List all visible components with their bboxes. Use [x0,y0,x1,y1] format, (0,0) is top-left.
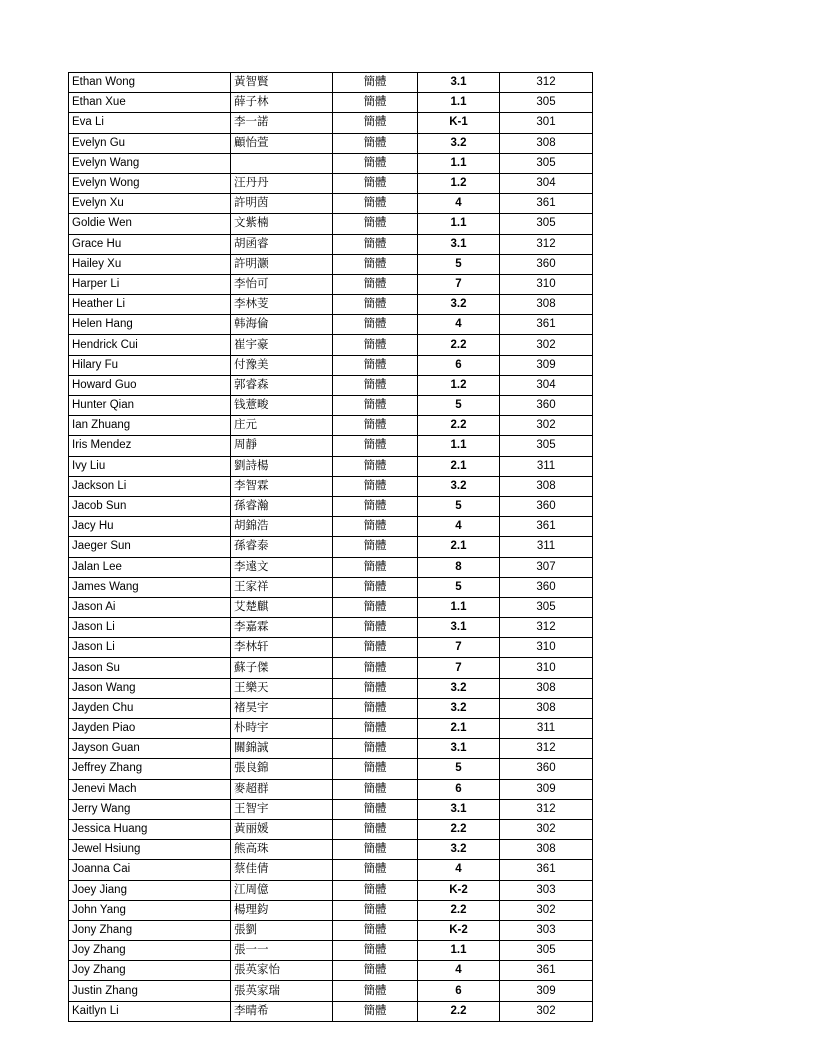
table-row [69,153,593,173]
cell-grade: 1.1 [418,214,500,234]
cell-room: 310 [500,638,593,658]
cell-chinese-name: 胡錦浩 [231,517,333,537]
cell-grade: 2.1 [418,537,500,557]
table-row [69,315,593,335]
cell-english-name: Hunter Qian [69,396,231,416]
cell-english-name: Justin Zhang [69,981,231,1001]
cell-script: 簡體 [333,840,418,860]
cell-chinese-name: 朴時宇 [231,719,333,739]
cell-script: 簡體 [333,375,418,395]
cell-english-name: Jayson Guan [69,739,231,759]
cell-english-name: Eva Li [69,113,231,133]
cell-room: 305 [500,436,593,456]
cell-chinese-name: 韩海倫 [231,315,333,335]
cell-room: 360 [500,496,593,516]
cell-english-name: Jacy Hu [69,517,231,537]
cell-chinese-name: 張劉 [231,920,333,940]
cell-script: 簡體 [333,961,418,981]
cell-grade: 5 [418,496,500,516]
cell-chinese-name: 郭睿森 [231,375,333,395]
cell-english-name: Joanna Cai [69,860,231,880]
roster-table-body [69,73,593,1022]
cell-chinese-name: 關錦誠 [231,739,333,759]
table-row [69,436,593,456]
table-row [69,799,593,819]
cell-grade: 1.2 [418,173,500,193]
cell-script: 簡體 [333,981,418,1001]
cell-grade: 6 [418,981,500,1001]
table-row [69,678,593,698]
cell-english-name: Hilary Fu [69,355,231,375]
cell-english-name: Jenevi Mach [69,779,231,799]
cell-room: 360 [500,759,593,779]
cell-chinese-name: 王智宇 [231,799,333,819]
cell-chinese-name: 張英家怡 [231,961,333,981]
cell-english-name: Jewel Hsiung [69,840,231,860]
cell-room: 308 [500,678,593,698]
cell-room: 309 [500,355,593,375]
table-row [69,900,593,920]
cell-room: 361 [500,315,593,335]
cell-room: 360 [500,396,593,416]
cell-grade: 2.2 [418,1001,500,1021]
cell-grade: 3.1 [418,799,500,819]
table-row [69,739,593,759]
cell-chinese-name: 許明茵 [231,194,333,214]
cell-script: 簡體 [333,638,418,658]
cell-grade: 3.1 [418,73,500,93]
cell-script: 簡體 [333,517,418,537]
cell-chinese-name: 楊理鈞 [231,900,333,920]
cell-english-name: Jason Su [69,658,231,678]
cell-script: 簡體 [333,698,418,718]
table-row [69,173,593,193]
cell-grade: 2.2 [418,900,500,920]
cell-room: 302 [500,819,593,839]
cell-chinese-name: 張良錦 [231,759,333,779]
table-row [69,476,593,496]
cell-english-name: Iris Mendez [69,436,231,456]
cell-chinese-name: 付豫美 [231,355,333,375]
cell-grade: K-1 [418,113,500,133]
table-row [69,557,593,577]
cell-english-name: Ian Zhuang [69,416,231,436]
cell-room: 312 [500,739,593,759]
table-row [69,638,593,658]
table-row [69,335,593,355]
cell-room: 309 [500,779,593,799]
cell-room: 311 [500,719,593,739]
cell-room: 308 [500,476,593,496]
cell-english-name: Joey Jiang [69,880,231,900]
cell-room: 310 [500,658,593,678]
cell-chinese-name: 孫睿泰 [231,537,333,557]
cell-chinese-name: 钱薏畯 [231,396,333,416]
cell-chinese-name: 李林轩 [231,638,333,658]
cell-script: 簡體 [333,396,418,416]
cell-script: 簡體 [333,173,418,193]
cell-chinese-name: 顧怡萱 [231,133,333,153]
table-row [69,194,593,214]
cell-chinese-name: 李智霖 [231,476,333,496]
table-row [69,73,593,93]
cell-script: 簡體 [333,456,418,476]
cell-script: 簡體 [333,779,418,799]
cell-chinese-name: 汪丹丹 [231,173,333,193]
cell-chinese-name: 張英家瑞 [231,981,333,1001]
table-row [69,618,593,638]
cell-script: 簡體 [333,476,418,496]
cell-script: 簡體 [333,416,418,436]
cell-english-name: Hailey Xu [69,254,231,274]
cell-english-name: Harper Li [69,274,231,294]
table-row [69,981,593,1001]
cell-script: 簡體 [333,274,418,294]
cell-chinese-name: 李晴希 [231,1001,333,1021]
cell-chinese-name: 王家祥 [231,577,333,597]
cell-grade: K-2 [418,880,500,900]
table-row [69,880,593,900]
cell-english-name: Evelyn Wong [69,173,231,193]
cell-english-name: Jason Wang [69,678,231,698]
cell-script: 簡體 [333,819,418,839]
cell-room: 309 [500,981,593,1001]
cell-chinese-name: 胡函睿 [231,234,333,254]
cell-grade: 2.2 [418,416,500,436]
cell-room: 302 [500,416,593,436]
cell-room: 310 [500,274,593,294]
cell-english-name: Jayden Chu [69,698,231,718]
cell-room: 311 [500,456,593,476]
cell-chinese-name: 黃智賢 [231,73,333,93]
cell-script: 簡體 [333,254,418,274]
cell-grade: 2.1 [418,719,500,739]
cell-chinese-name: 孫睿瀚 [231,496,333,516]
cell-grade: 3.2 [418,698,500,718]
table-row [69,840,593,860]
table-row [69,961,593,981]
cell-room: 312 [500,618,593,638]
cell-english-name: Goldie Wen [69,214,231,234]
cell-grade: 4 [418,194,500,214]
cell-grade: 5 [418,396,500,416]
cell-script: 簡體 [333,315,418,335]
table-row [69,941,593,961]
cell-grade: 3.1 [418,234,500,254]
cell-room: 360 [500,577,593,597]
table-row [69,1001,593,1021]
cell-english-name: Kaitlyn Li [69,1001,231,1021]
roster-table-container [68,72,557,1022]
cell-grade: 5 [418,759,500,779]
cell-grade: 3.2 [418,678,500,698]
cell-chinese-name: 周靜 [231,436,333,456]
cell-room: 360 [500,254,593,274]
cell-chinese-name: 李嘉霖 [231,618,333,638]
cell-script: 簡體 [333,537,418,557]
cell-english-name: Ethan Xue [69,93,231,113]
cell-grade: 7 [418,638,500,658]
table-row [69,496,593,516]
cell-chinese-name [231,153,333,173]
cell-grade: 6 [418,355,500,375]
cell-english-name: Jessica Huang [69,819,231,839]
table-row [69,234,593,254]
cell-room: 304 [500,173,593,193]
cell-room: 312 [500,234,593,254]
cell-grade: 6 [418,779,500,799]
cell-english-name: Heather Li [69,295,231,315]
cell-english-name: Jony Zhang [69,920,231,940]
cell-chinese-name: 許明灏 [231,254,333,274]
cell-script: 簡體 [333,355,418,375]
cell-script: 簡體 [333,577,418,597]
cell-chinese-name: 崔宇豪 [231,335,333,355]
cell-script: 簡體 [333,597,418,617]
cell-room: 305 [500,153,593,173]
cell-room: 305 [500,93,593,113]
cell-script: 簡體 [333,133,418,153]
cell-chinese-name: 艾楚麒 [231,597,333,617]
table-row [69,113,593,133]
cell-script: 簡體 [333,496,418,516]
cell-room: 305 [500,941,593,961]
cell-room: 301 [500,113,593,133]
table-row [69,860,593,880]
cell-english-name: Joy Zhang [69,961,231,981]
cell-room: 303 [500,920,593,940]
cell-grade: 4 [418,315,500,335]
cell-english-name: Jason Ai [69,597,231,617]
table-row [69,416,593,436]
cell-grade: 3.2 [418,133,500,153]
cell-grade: 1.1 [418,93,500,113]
cell-room: 308 [500,295,593,315]
cell-grade: 1.1 [418,597,500,617]
cell-script: 簡體 [333,234,418,254]
cell-room: 303 [500,880,593,900]
table-row [69,920,593,940]
table-row [69,658,593,678]
cell-script: 簡體 [333,678,418,698]
cell-chinese-name: 褚昊宇 [231,698,333,718]
student-roster-table [68,72,593,1022]
cell-chinese-name: 李林芰 [231,295,333,315]
cell-script: 簡體 [333,557,418,577]
table-row [69,577,593,597]
cell-room: 302 [500,1001,593,1021]
cell-room: 361 [500,517,593,537]
cell-chinese-name: 蘇子傑 [231,658,333,678]
cell-grade: 7 [418,274,500,294]
table-row [69,597,593,617]
cell-english-name: John Yang [69,900,231,920]
cell-english-name: Jackson Li [69,476,231,496]
cell-grade: 3.2 [418,840,500,860]
cell-english-name: James Wang [69,577,231,597]
cell-script: 簡體 [333,719,418,739]
cell-chinese-name: 王樂天 [231,678,333,698]
cell-script: 簡體 [333,618,418,638]
cell-room: 302 [500,335,593,355]
cell-grade: 4 [418,517,500,537]
cell-script: 簡體 [333,920,418,940]
cell-script: 簡體 [333,73,418,93]
cell-room: 361 [500,860,593,880]
cell-grade: 5 [418,254,500,274]
cell-english-name: Grace Hu [69,234,231,254]
cell-room: 302 [500,900,593,920]
cell-script: 簡體 [333,1001,418,1021]
cell-chinese-name: 薛子林 [231,93,333,113]
table-row [69,355,593,375]
cell-room: 305 [500,214,593,234]
cell-room: 311 [500,537,593,557]
table-row [69,779,593,799]
table-row [69,214,593,234]
table-row [69,537,593,557]
cell-chinese-name: 蔡佳倩 [231,860,333,880]
cell-grade: K-2 [418,920,500,940]
cell-chinese-name: 熊高珠 [231,840,333,860]
table-row [69,375,593,395]
table-row [69,396,593,416]
cell-script: 簡體 [333,335,418,355]
cell-script: 簡體 [333,658,418,678]
cell-chinese-name: 劉詩楊 [231,456,333,476]
cell-grade: 4 [418,860,500,880]
cell-grade: 2.1 [418,456,500,476]
cell-chinese-name: 黃丽媛 [231,819,333,839]
cell-room: 308 [500,698,593,718]
cell-chinese-name: 李一諾 [231,113,333,133]
cell-room: 308 [500,840,593,860]
cell-grade: 2.2 [418,819,500,839]
cell-grade: 5 [418,577,500,597]
cell-grade: 1.2 [418,375,500,395]
table-row [69,698,593,718]
cell-room: 307 [500,557,593,577]
cell-script: 簡體 [333,880,418,900]
cell-grade: 8 [418,557,500,577]
table-row [69,254,593,274]
cell-grade: 1.1 [418,153,500,173]
cell-script: 簡體 [333,759,418,779]
table-row [69,456,593,476]
cell-script: 簡體 [333,860,418,880]
table-row [69,295,593,315]
cell-script: 簡體 [333,153,418,173]
cell-grade: 3.1 [418,618,500,638]
table-row [69,133,593,153]
cell-chinese-name: 李遠文 [231,557,333,577]
cell-english-name: Howard Guo [69,375,231,395]
cell-chinese-name: 文紫楠 [231,214,333,234]
cell-script: 簡體 [333,113,418,133]
cell-room: 361 [500,961,593,981]
cell-room: 361 [500,194,593,214]
cell-room: 304 [500,375,593,395]
cell-script: 簡體 [333,799,418,819]
cell-english-name: Evelyn Gu [69,133,231,153]
cell-english-name: Jeffrey Zhang [69,759,231,779]
cell-english-name: Joy Zhang [69,941,231,961]
cell-grade: 2.2 [418,335,500,355]
cell-room: 312 [500,73,593,93]
cell-script: 簡體 [333,93,418,113]
cell-chinese-name: 庄元 [231,416,333,436]
cell-english-name: Jayden Piao [69,719,231,739]
cell-script: 簡體 [333,739,418,759]
cell-chinese-name: 張一一 [231,941,333,961]
cell-english-name: Jason Li [69,618,231,638]
cell-grade: 1.1 [418,941,500,961]
cell-english-name: Ivy Liu [69,456,231,476]
cell-english-name: Ethan Wong [69,73,231,93]
table-row [69,517,593,537]
cell-english-name: Jason Li [69,638,231,658]
cell-script: 簡體 [333,436,418,456]
cell-chinese-name: 麥超群 [231,779,333,799]
table-row [69,759,593,779]
cell-script: 簡體 [333,941,418,961]
cell-grade: 3.1 [418,739,500,759]
cell-grade: 3.2 [418,295,500,315]
cell-english-name: Jaeger Sun [69,537,231,557]
table-row [69,274,593,294]
cell-grade: 7 [418,658,500,678]
table-row [69,93,593,113]
cell-grade: 4 [418,961,500,981]
cell-english-name: Evelyn Xu [69,194,231,214]
cell-room: 305 [500,597,593,617]
cell-chinese-name: 李怡可 [231,274,333,294]
cell-english-name: Hendrick Cui [69,335,231,355]
cell-chinese-name: 江周億 [231,880,333,900]
cell-grade: 3.2 [418,476,500,496]
cell-english-name: Jalan Lee [69,557,231,577]
cell-room: 312 [500,799,593,819]
cell-script: 簡體 [333,295,418,315]
cell-english-name: Evelyn Wang [69,153,231,173]
table-row [69,819,593,839]
table-row [69,719,593,739]
cell-script: 簡體 [333,194,418,214]
cell-grade: 1.1 [418,436,500,456]
cell-english-name: Jacob Sun [69,496,231,516]
cell-english-name: Helen Hang [69,315,231,335]
cell-script: 簡體 [333,214,418,234]
cell-script: 簡體 [333,900,418,920]
cell-room: 308 [500,133,593,153]
cell-english-name: Jerry Wang [69,799,231,819]
